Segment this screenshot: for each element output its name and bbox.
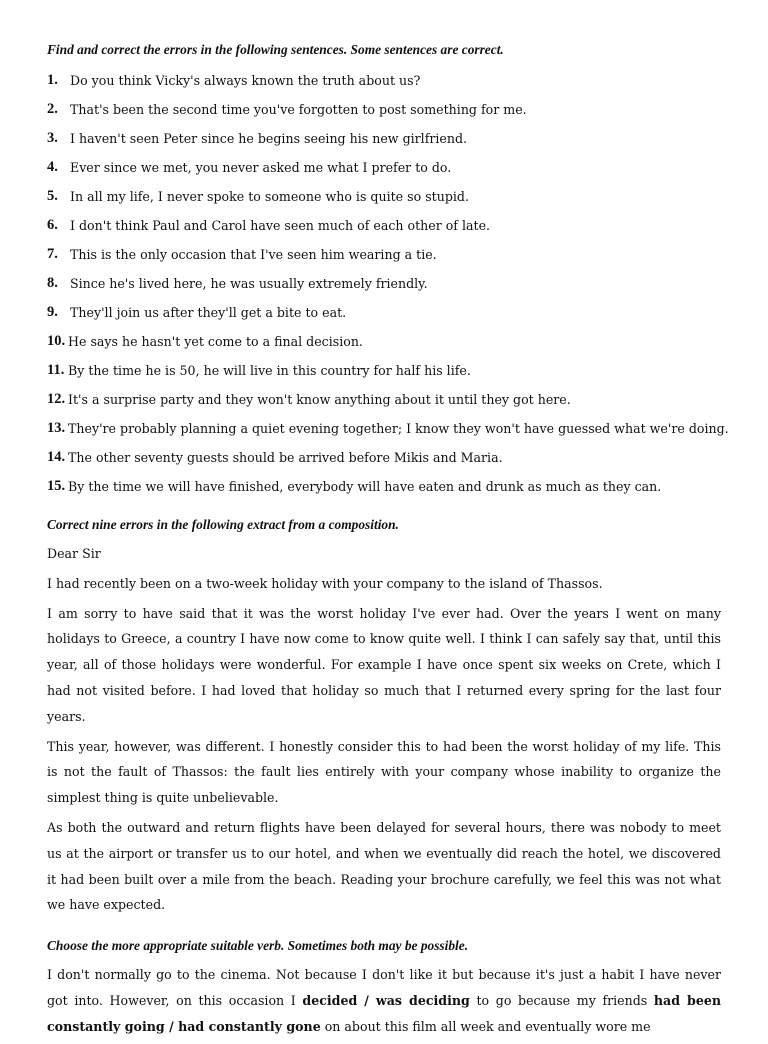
list-item xyxy=(47,327,721,356)
exercise-2-instruction: Correct nine errors in the following extract from a composition. xyxy=(47,517,399,532)
item-text: They're probably planning a quiet evening together; I know they won't have guessed what we're doing. xyxy=(68,421,729,436)
letter-paragraph: This year, however, was different. I honestly consider this to had been the worst holiday of my life. This is not the fault of Thassos: the fault lies entirely with your company whose inability to organize the simplest thing is quite unbelievable. xyxy=(47,738,721,806)
item-number: 4. xyxy=(47,159,58,175)
list-item xyxy=(47,356,721,385)
item-text: He says he hasn't yet come to a final decision. xyxy=(68,334,363,349)
passage-text: I don't normally go to the cinema. Not because I don't like it but because it's just a habit I have never got into. However, on this occasion I xyxy=(47,967,721,1008)
worksheet-page xyxy=(47,40,729,1044)
item-text: It's a surprise party and they won't know anything about it until they got here. xyxy=(68,392,571,407)
item-number: 10. xyxy=(47,333,66,349)
exercise-1-instruction: Find and correct the errors in the following sentences. Some sentences are correct. xyxy=(47,42,504,57)
item-number: 6. xyxy=(47,217,58,233)
item-text: Ever since we met, you never asked me what I prefer to do. xyxy=(70,160,452,175)
item-text: Since he's lived here, he was usually extremely friendly. xyxy=(70,276,428,291)
verb-choice-2: had been constantly going / had constantly gone xyxy=(47,992,722,1034)
list-item xyxy=(47,414,729,443)
item-number: 15. xyxy=(47,478,66,494)
item-number: 7. xyxy=(47,246,58,262)
item-text: By the time he is 50, he will live in this country for half his life. xyxy=(68,363,471,378)
item-number: 3. xyxy=(47,130,58,146)
item-text: That's been the second time you've forgotten to post something for me. xyxy=(70,102,527,117)
list-item xyxy=(47,385,721,414)
item-text: This is the only occasion that I've seen him wearing a tie. xyxy=(70,247,437,262)
exercise-3-passage xyxy=(47,962,721,1039)
exercise-1-sentence-list xyxy=(47,66,729,501)
list-item xyxy=(47,211,721,240)
item-number: 14. xyxy=(47,449,66,465)
item-text: The other seventy guests should be arrived before Mikis and Maria. xyxy=(68,450,503,465)
list-item xyxy=(47,95,721,124)
item-text: In all my life, I never spoke to someone who is quite so stupid. xyxy=(70,189,469,204)
list-item xyxy=(47,472,721,501)
item-text: By the time we will have finished, everybody will have eaten and drunk as much as they can. xyxy=(68,479,662,494)
list-item xyxy=(47,443,721,472)
list-item xyxy=(47,124,721,153)
list-item xyxy=(47,153,721,182)
exercise-3-instruction: Choose the more appropriate suitable verb. Sometimes both may be possible. xyxy=(47,938,469,954)
list-item xyxy=(47,298,721,327)
item-number: 12. xyxy=(47,391,66,407)
item-number: 8. xyxy=(47,275,58,291)
list-item xyxy=(47,66,721,95)
passage-text: to go because my friends xyxy=(469,992,654,1008)
list-item xyxy=(47,269,721,298)
item-text: I haven't seen Peter since he begins seeing his new girlfriend. xyxy=(70,131,468,146)
letter-paragraph: I had recently been on a two-week holiday with your company to the island of Thassos. xyxy=(47,575,603,591)
verb-choice-1: decided / was deciding xyxy=(302,992,470,1008)
item-number: 2. xyxy=(47,101,58,117)
passage-text: on about this film all week and eventually wore me xyxy=(320,1018,651,1034)
item-number: 9. xyxy=(47,304,58,320)
item-number: 13. xyxy=(47,420,66,436)
item-text: They'll join us after they'll get a bite to eat. xyxy=(70,305,347,320)
list-item xyxy=(47,240,721,269)
item-number: 1. xyxy=(47,72,58,88)
letter-salutation: Dear Sir xyxy=(47,546,101,561)
letter-paragraph: As both the outward and return flights have been delayed for several hours, there was nobody to meet us at the airport or transfer us to our hotel, and when we eventually did reach the hotel, we discovered it had been built over a mile from the beach. Reading your brochure carefully, we feel this was not what we have expected. xyxy=(47,819,721,913)
letter-paragraph: I am sorry to have said that it was the worst holiday I've ever had. Over the years I went on many holidays to Greece, a country I have now come to know quite well. I think I can safely say that, until this year, all of those holidays were wonderful. For example I have once spent six weeks on Crete, which I had not visited before. I had loved that holiday so much that I returned every spring for the last four years. xyxy=(47,605,721,724)
item-number: 5. xyxy=(47,188,58,204)
item-text: Do you think Vicky's always known the truth about us? xyxy=(70,73,421,88)
item-text: I don't think Paul and Carol have seen much of each other of late. xyxy=(70,218,491,233)
list-item xyxy=(47,182,721,211)
item-number: 11. xyxy=(47,362,65,378)
